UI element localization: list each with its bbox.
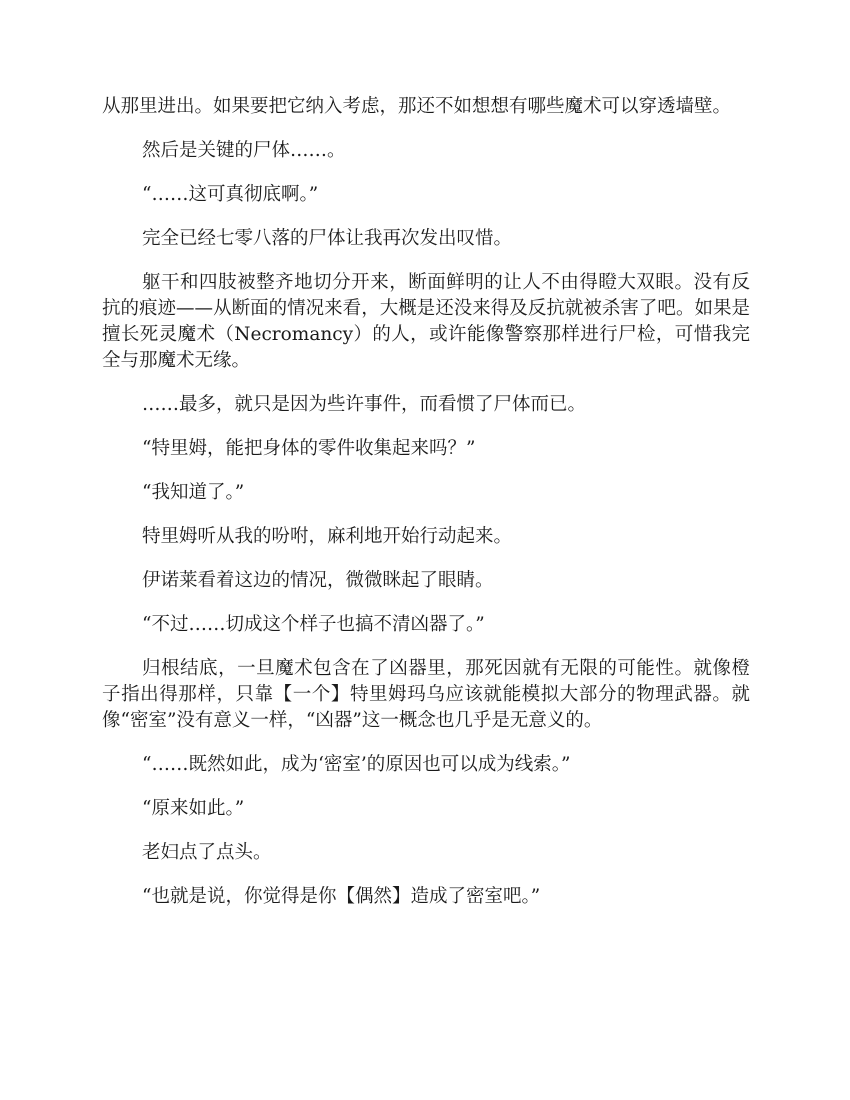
paragraph-continued: 从那里进出。如果要把它纳入考虑，那还不如想想有哪些魔术可以穿透墙壁。: [102, 96, 732, 117]
paragraph: 伊诺莱看着这边的情况，微微眯起了眼睛。: [142, 570, 494, 591]
dialogue-paragraph: “特里姆，能把身体的零件收集起来吗？”: [142, 438, 476, 459]
paragraph: 特里姆听从我的吩咐，麻利地开始行动起来。: [142, 526, 513, 547]
paragraph: 完全已经七零八落的尸体让我再次发出叹惜。: [142, 228, 513, 249]
document-page: [102, 94, 750, 928]
paragraph: ……最多，就只是因为些许事件，而看惯了尸体而已。: [142, 394, 587, 415]
paragraph: 然后是关键的尸体……。: [142, 140, 346, 161]
dialogue-paragraph: “不过……切成这个样子也搞不清凶器了。”: [142, 614, 485, 635]
dialogue-paragraph: “……既然如此，成为‘密室’的原因也可以成为线索。”: [142, 754, 571, 775]
paragraph: 归根结底，一旦魔术包含在了凶器里，那死因就有无限的可能性。就像橙子指出得那样，只靠【一个】特里姆玛乌应该就能模拟大部分的物理武器。就像“密室”没有意义一样，“凶器”这一概念也几乎是无意义的。: [102, 658, 750, 731]
dialogue-paragraph: “原来如此。”: [142, 798, 245, 819]
dialogue-paragraph: “……这可真彻底啊。”: [142, 184, 319, 205]
paragraph: 老妇点了点头。: [142, 842, 272, 863]
dialogue-paragraph: “我知道了。”: [142, 482, 245, 503]
paragraph: 躯干和四肢被整齐地切分开来，断面鲜明的让人不由得瞪大双眼。没有反抗的痕迹——从断面的情况来看，大概是还没来得及反抗就被杀害了吧。如果是擅长死灵魔术（Necromancy）的人，或许能像警察那样进行尸检，可惜我完全与那魔术无缘。: [102, 272, 750, 371]
dialogue-paragraph: “也就是说，你觉得是你【偶然】造成了密室吧。”: [142, 886, 541, 907]
